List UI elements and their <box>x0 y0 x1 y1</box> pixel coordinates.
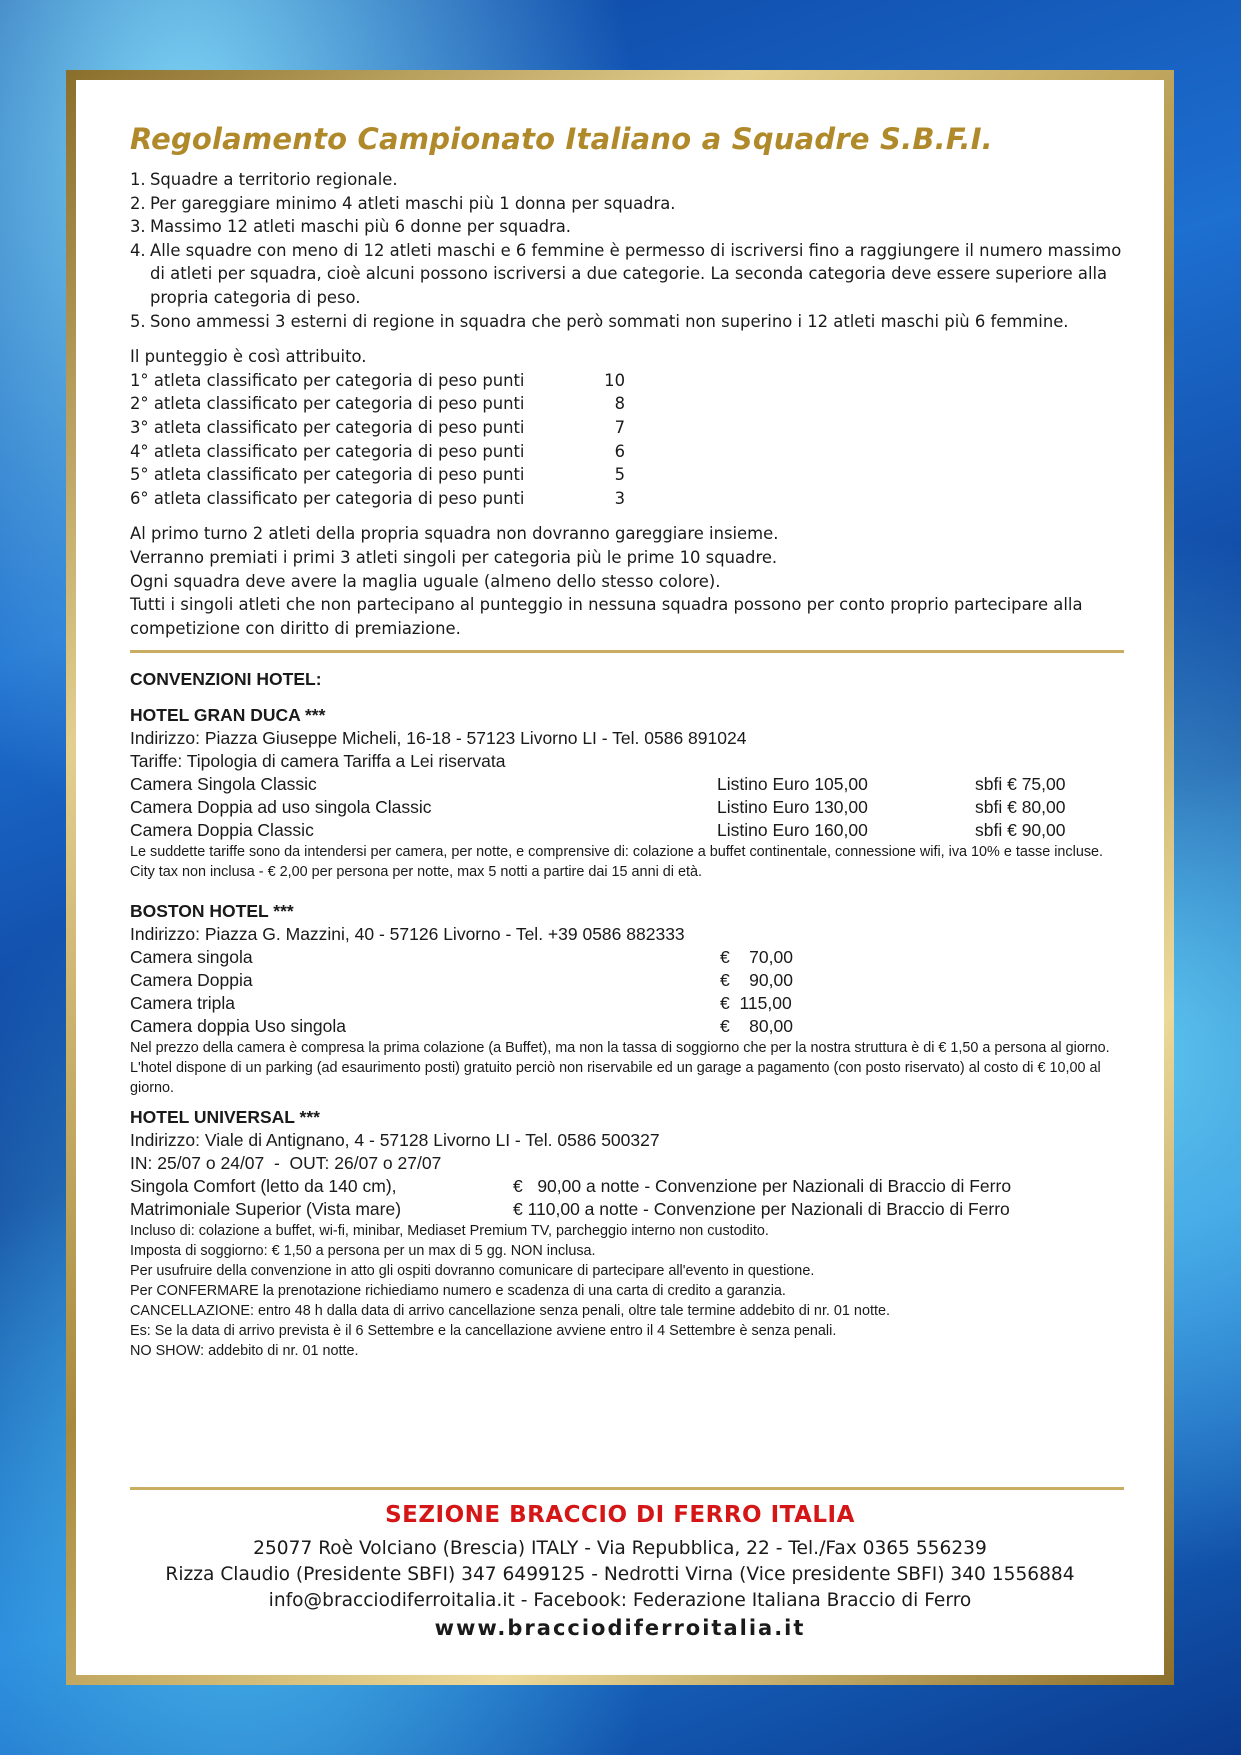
content-panel <box>76 80 1164 1675</box>
hotel-dates: IN: 25/07 o 24/07 - OUT: 26/07 o 27/07 <box>130 1153 442 1174</box>
divider <box>130 1487 1124 1490</box>
score-row: 6° atleta classificato per categoria di peso punti 3 <box>130 488 625 508</box>
hotel-gran-duca <box>130 704 1124 882</box>
room-row: Camera doppia Uso singola € 80,00 <box>130 1016 793 1037</box>
rule-item: 3. Massimo 12 atleti maschi più 6 donne per squadra. <box>130 217 572 237</box>
rule-item: 1. Squadre a territorio regionale. <box>130 170 398 189</box>
rule-item: 2. Per gareggiare minimo 4 atleti maschi più 1 donna per squadra. <box>130 193 676 213</box>
hotel-note: Per CONFERMARE la prenotazione richiediamo numero e scadenza di una carta di credito a garanzia. <box>130 1283 786 1300</box>
note-line: Verranno premiati i primi 3 atleti singoli per categoria più le prime 10 squadre. <box>130 547 778 567</box>
score-row: 2° atleta classificato per categoria di peso punti 8 <box>130 394 625 414</box>
hotel-note: Nel prezzo della camera è compresa la prima colazione (a Buffet), ma non la tassa di soggiorno che per la nostra struttura è di € 1,50 a persona al giorno. L'hotel dispone di un parking (ad esaurimento posti) gratuito perciò non riservabile ed un garage a pagamento (con posto riservato) al costo di € 10,00 al giorno. <box>130 1040 1110 1097</box>
score-row: 4° atleta classificato per categoria di peso punti 6 <box>130 441 625 461</box>
hotel-boston <box>130 900 1124 1098</box>
org-address: 25077 Roè Volciano (Brescia) ITALY - Via Repubblica, 22 - Tel./Fax 0365 556239 <box>253 1538 987 1559</box>
rule-item: 4. Alle squadre con meno di 12 atleti maschi e 6 femmine è permesso di iscriversi fino a raggiungere il numero massimo di atleti per squadra, cioè alcuni possono iscriversi a due categorie. La seconda categoria deve essere superiore alla propria categoria di peso. <box>130 240 1122 307</box>
room-row: Camera Singola Classic Listino Euro 105,00 sbfi € 75,00 <box>130 774 1066 795</box>
note-line: Ogni squadra deve avere la maglia uguale (almeno dello stesso colore). <box>130 571 721 591</box>
room-row: Camera tripla € 115,00 <box>130 993 792 1014</box>
score-row: 5° atleta classificato per categoria di peso punti 5 <box>130 465 625 485</box>
rules-list <box>130 168 1124 333</box>
divider <box>130 650 1124 653</box>
hotel-address: Indirizzo: Piazza G. Mazzini, 40 - 57126 Livorno - Tel. +39 0586 882333 <box>130 924 685 945</box>
org-people: Rizza Claudio (Presidente SBFI) 347 6499125 - Nedrotti Virna (Vice presidente SBFI) 340 1556884 <box>165 1564 1075 1585</box>
room-row: Camera Doppia Classic Listino Euro 160,00 sbfi € 90,00 <box>130 820 1066 841</box>
hotel-universal <box>130 1106 1124 1361</box>
page-title: Regolamento Campionato Italiano a Squadre S.B.F.I. <box>130 122 993 156</box>
room-row: Camera Doppia € 90,00 <box>130 970 793 991</box>
hotel-note: Imposta di soggiorno: € 1,50 a persona per un max di 5 gg. NON inclusa. <box>130 1243 596 1260</box>
hotel-note: Le suddette tariffe sono da intendersi per camera, per notte, e comprensive di: colazione a buffet continentale, connessione wifi, iva 10% e tasse incluse. City tax non inclusa - € 2,00 per persona per notte, max 5 notti a partire dai 15 anni di età. <box>130 844 1104 881</box>
rules-notes <box>130 522 1124 640</box>
conventions-title: CONVENZIONI HOTEL: <box>130 669 322 690</box>
hotel-name: HOTEL GRAN DUCA *** <box>130 705 326 726</box>
scoring-section <box>130 345 1124 510</box>
score-row: 1° atleta classificato per categoria di peso punti 10 <box>130 370 625 390</box>
room-row: Singola Comfort (letto da 140 cm), € 90,00 a notte - Convenzione per Nazionali di Braccio di Ferro <box>130 1176 1012 1197</box>
organization-name: SEZIONE BRACCIO DI FERRO ITALIA <box>385 1502 855 1528</box>
hotel-note: NO SHOW: addebito di nr. 01 notte. <box>130 1343 359 1360</box>
hotel-note: CANCELLAZIONE: entro 48 h dalla data di arrivo cancellazione senza penali, oltre tale termine addebito di nr. 01 notte. <box>130 1303 890 1320</box>
room-row: Camera singola € 70,00 <box>130 947 793 968</box>
hotel-name: BOSTON HOTEL *** <box>130 901 294 922</box>
org-contacts: info@bracciodiferroitalia.it - Facebook: Federazione Italiana Braccio di Ferro <box>268 1590 972 1611</box>
hotel-name: HOTEL UNIVERSAL *** <box>130 1107 320 1128</box>
score-row: 3° atleta classificato per categoria di peso punti 7 <box>130 417 625 437</box>
room-row: Camera Doppia ad uso singola Classic Listino Euro 130,00 sbfi € 80,00 <box>130 797 1066 818</box>
room-row: Matrimoniale Superior (Vista mare) € 110,00 a notte - Convenzione per Nazionali di Braccio di Ferro <box>130 1199 1010 1220</box>
note-line: Tutti i singoli atleti che non partecipano al punteggio in nessuna squadra possono per conto proprio partecipare alla competizione con diritto di premiazione. <box>130 595 1083 638</box>
hotel-address: Indirizzo: Viale di Antignano, 4 - 57128 Livorno LI - Tel. 0586 500327 <box>130 1130 660 1151</box>
rule-item: 5. Sono ammessi 3 esterni di regione in squadra che però sommati non superino i 12 atleti maschi più 6 femmine. <box>130 311 1069 331</box>
tariffs-header: Tariffe: Tipologia di camera Tariffa a Lei riservata <box>130 751 506 772</box>
gold-frame <box>66 70 1174 1685</box>
hotel-note: Per usufruire della convenzione in atto gli ospiti dovranno comunicare di partecipare all'evento in questione. <box>130 1263 815 1280</box>
footer <box>76 1487 1164 1640</box>
website-link[interactable]: www.bracciodiferroitalia.it <box>434 1616 806 1640</box>
scoring-intro: Il punteggio è così attribuito. <box>130 347 367 367</box>
hotel-address: Indirizzo: Piazza Giuseppe Micheli, 16-18 - 57123 Livorno LI - Tel. 0586 891024 <box>130 728 747 749</box>
hotel-note: Incluso di: colazione a buffet, wi-fi, minibar, Mediaset Premium TV, parcheggio interno non custodito. <box>130 1223 769 1240</box>
note-line: Al primo turno 2 atleti della propria squadra non dovranno gareggiare insieme. <box>130 524 779 544</box>
hotel-note: Es: Se la data di arrivo prevista è il 6 Settembre e la cancellazione avviene entro il 4 Settembre è senza penali. <box>130 1323 837 1340</box>
